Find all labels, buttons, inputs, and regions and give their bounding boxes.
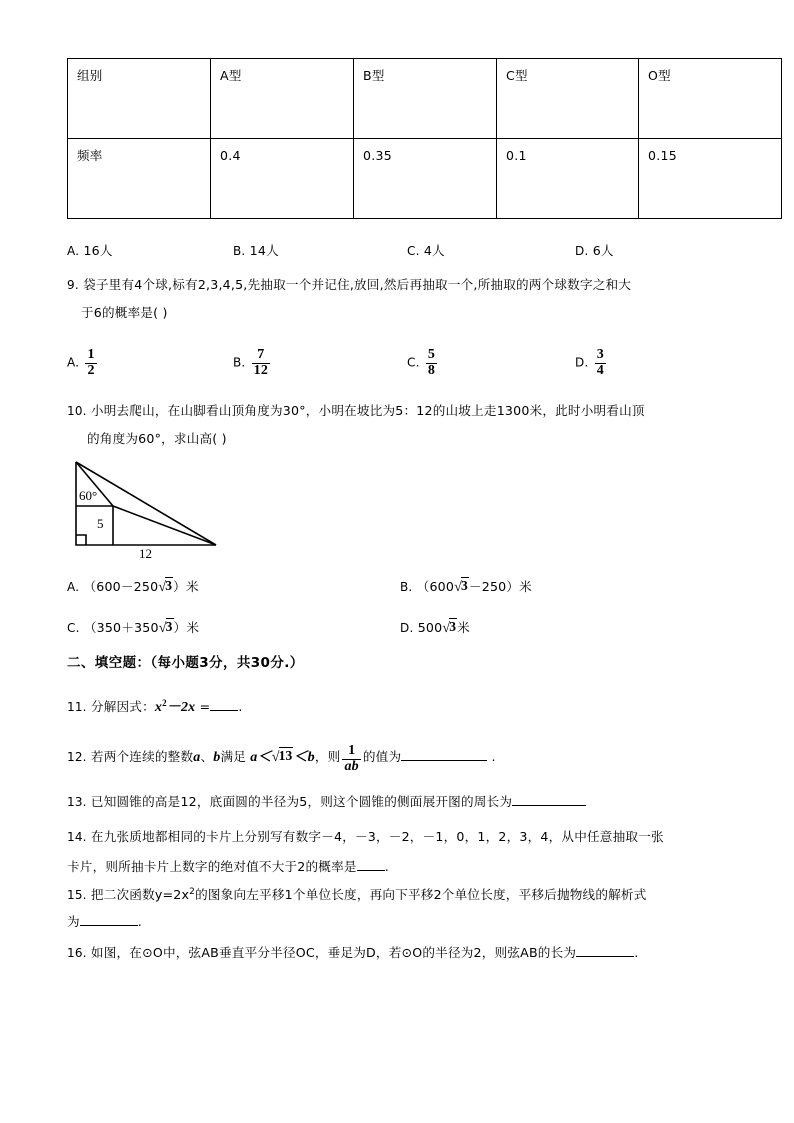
- q12-fraction-numerator: 1: [348, 743, 356, 759]
- q11-expression-base: x: [154, 700, 163, 716]
- table-cell-header-2: B型: [354, 59, 497, 139]
- q10-option-b[interactable]: [400, 576, 532, 596]
- q11-suffix: .: [238, 699, 243, 715]
- q11-line: [67, 690, 243, 721]
- q9-option-b-label: B.: [233, 355, 246, 370]
- q12-radicand: 13: [278, 748, 293, 763]
- q12-radical: √13: [271, 748, 293, 765]
- mountain-slope-diagram: [67, 452, 297, 562]
- q10-option-d-suffix: 米: [457, 620, 470, 635]
- q12-separator: 、: [200, 749, 214, 764]
- q9-option-b-numerator: 7: [257, 347, 265, 362]
- q14-answer-blank[interactable]: [357, 858, 385, 871]
- q9-text-line-2: 于6的概率是( ): [81, 305, 168, 320]
- q11-number: 11.: [67, 700, 87, 715]
- q10-option-a-radicand: 3: [165, 578, 173, 593]
- table-cell-value-0: 0.4: [211, 139, 354, 219]
- table-cell-value-3: 0.15: [639, 139, 782, 219]
- q15-text-line-2-pre: 为: [67, 914, 80, 929]
- q10-option-a-suffix: ）米: [173, 579, 199, 594]
- q11-equals: =: [199, 699, 211, 715]
- q10-option-a[interactable]: [67, 576, 199, 596]
- q9-line-2: [81, 300, 168, 326]
- q16-text: 如图，在⊙O中，弦AB垂直平分半径OC，垂足为D，若⊙O的半径为2，则弦AB的长为: [90, 945, 577, 960]
- q16-number: 16.: [67, 946, 87, 960]
- table-cell-header-4: O型: [639, 59, 782, 139]
- q10-option-b-suffix: －250）米: [468, 579, 532, 594]
- diagram-sight-line-60deg: [113, 506, 216, 545]
- table-cell-header-0: 组别: [68, 59, 211, 139]
- q8-option-c-text: 4人: [423, 243, 445, 258]
- q9-option-c-denominator: 8: [427, 362, 436, 378]
- q10-option-c-radical: √3: [158, 619, 173, 636]
- q9-line-1: [67, 272, 631, 298]
- q8-option-b-label: B.: [233, 244, 246, 258]
- q8-option-a[interactable]: [67, 240, 113, 259]
- q10-text-line-2: 的角度为60°，求山高( ): [87, 431, 227, 446]
- q9-option-d-denominator: 4: [596, 362, 604, 378]
- q9-option-a[interactable]: [67, 348, 99, 378]
- q9-option-d-fraction: [595, 348, 606, 378]
- q14-number: 14.: [67, 830, 87, 844]
- q10-option-d-radicand: 3: [449, 619, 457, 634]
- q10-line-2: [87, 426, 227, 452]
- q8-option-d-label: D.: [575, 244, 589, 258]
- right-angle-marker-icon: [76, 535, 86, 545]
- q8-option-a-text: 16人: [83, 243, 113, 258]
- q9-option-d-label: D.: [575, 355, 589, 370]
- q9-text-line-1: 袋子里有4个球,标有2,3,4,5,先抽取一个并记住,放回,然后再抽取一个,所抽取的两个球数字之和大: [83, 277, 632, 292]
- frequency-table: [67, 58, 782, 219]
- q15-line-2: [67, 909, 142, 935]
- q8-option-c[interactable]: [407, 240, 445, 259]
- q12-part-3: ，则: [314, 749, 341, 764]
- q11-expression-exponent: 2: [162, 698, 167, 708]
- q9-option-d-numerator: 3: [596, 347, 604, 362]
- q10-option-a-prefix: （600－250: [83, 579, 159, 594]
- q13-text: 已知圆锥的高是12，底面圆的半径为5，则这个圆锥的侧面展开图的周长为: [90, 794, 513, 809]
- q12-fraction-denominator: ab: [344, 759, 359, 774]
- q10-option-c-suffix: ）米: [173, 620, 200, 635]
- q11-answer-blank[interactable]: [210, 698, 238, 711]
- q14-line-2: [67, 854, 389, 880]
- q10-option-d-label: D.: [400, 621, 414, 635]
- table-cell-row-label: 频率: [68, 139, 211, 219]
- q10-option-d-radical: √3: [442, 619, 457, 636]
- q12-fraction: [342, 744, 360, 774]
- q8-option-d-text: 6人: [592, 243, 614, 258]
- q14-line-1: [67, 824, 664, 850]
- diagram-angle-label: 60°: [79, 488, 98, 503]
- q12-suffix: .: [491, 749, 496, 764]
- table-cell-header-3: C型: [497, 59, 639, 139]
- q10-option-a-radical: √3: [158, 578, 173, 595]
- q15-answer-blank[interactable]: [80, 913, 138, 926]
- q10-line-1: [67, 398, 645, 424]
- q9-option-a-fraction: [85, 348, 96, 378]
- q15-number: 15.: [67, 888, 87, 903]
- q10-option-b-radical: √3: [454, 578, 468, 595]
- q10-option-b-radicand: 3: [461, 578, 468, 593]
- q11-expression-rest: －2x: [166, 700, 196, 716]
- q8-option-c-label: C.: [407, 244, 420, 258]
- q10-text-line-1: 小明去爬山，在山脚看山顶角度为30°，小明在坡比为5：12的山坡上走1300米，此时小明看山顶: [90, 403, 645, 418]
- q10-number: 10.: [67, 404, 87, 418]
- q9-number: 9.: [67, 278, 79, 292]
- q10-option-a-label: A.: [67, 580, 80, 594]
- q8-option-b-text: 14人: [249, 243, 279, 258]
- q9-option-c-fraction: [426, 348, 437, 378]
- q12-number: 12.: [67, 750, 87, 764]
- q9-option-c[interactable]: [407, 348, 439, 378]
- q15-suffix: .: [137, 914, 143, 929]
- q14-text-line-1: 在九张质地都相同的卡片上分别写有数字－4，－3，－2，－1，0，1，2，3，4，从中任意抽取一张: [90, 829, 664, 844]
- q8-option-a-label: A.: [67, 244, 80, 258]
- q14-text-line-2: 卡片，则所抽卡片上数字的绝对值不大于2的概率是: [67, 859, 357, 874]
- q14-suffix: .: [384, 859, 389, 874]
- table-row-frequency: [68, 139, 782, 219]
- diagram-svg: [67, 452, 297, 562]
- q15-exponent: 2: [189, 887, 196, 897]
- q8-option-b[interactable]: [233, 240, 279, 259]
- q9-option-b-denominator: 12: [253, 362, 269, 378]
- q10-option-d-prefix: 500: [417, 620, 443, 635]
- q9-option-b[interactable]: [233, 348, 272, 378]
- q10-option-b-label: B.: [400, 580, 413, 594]
- q12-answer-blank[interactable]: [401, 748, 487, 761]
- q12-variable-b: b: [213, 750, 221, 765]
- q13-number: 13.: [67, 795, 87, 809]
- q10-option-c-radicand: 3: [165, 619, 173, 634]
- q12-inequality-right: ＜b: [293, 750, 315, 765]
- q12-part-1: 若两个连续的整数: [90, 749, 194, 764]
- q9-option-b-fraction: [252, 348, 270, 378]
- q13-answer-blank[interactable]: [512, 793, 586, 806]
- q9-option-c-label: C.: [407, 355, 420, 370]
- q12-part-4: 的值为: [362, 749, 402, 764]
- q9-option-d[interactable]: [575, 348, 608, 378]
- q12-part-2: 满足: [220, 749, 247, 764]
- table-cell-value-2: 0.1: [497, 139, 639, 219]
- q10-option-c-label: C.: [67, 621, 80, 635]
- q9-option-c-numerator: 5: [427, 347, 436, 362]
- q8-option-d[interactable]: [575, 240, 614, 259]
- table-cell-value-1: 0.35: [354, 139, 497, 219]
- diagram-vertical-label: 5: [97, 516, 104, 531]
- q9-option-a-denominator: 2: [87, 362, 95, 378]
- q13-line: [67, 789, 586, 815]
- q10-option-d[interactable]: [400, 617, 470, 637]
- diagram-horizontal-label: 12: [139, 546, 152, 561]
- table-cell-header-1: A型: [211, 59, 354, 139]
- q9-option-a-numerator: 1: [87, 347, 95, 362]
- q10-option-c-prefix: （350＋350: [83, 620, 159, 635]
- q15-text-line-1-pre: 把二次函数y=2x: [90, 887, 190, 903]
- q10-option-b-prefix: （600: [416, 579, 455, 594]
- q12-variable-a: a: [193, 750, 201, 765]
- q15-text-line-1-post: 的图象向左平移1个单位长度，再向下平移2个单位长度，平移后抛物线的解析式: [195, 887, 647, 903]
- q16-answer-blank[interactable]: [576, 944, 634, 957]
- q16-line: [67, 940, 638, 966]
- q10-option-c[interactable]: [67, 617, 199, 637]
- q11-prefix: 分解因式：: [90, 699, 155, 715]
- q16-suffix: .: [634, 945, 639, 960]
- q15-line-1: [67, 879, 647, 908]
- table-row-header: [68, 59, 782, 139]
- q12-inequality-left: a＜: [250, 750, 272, 765]
- section-2-heading: 二、填空题：（每小题3分，共30分.）: [67, 655, 304, 671]
- q12-line: [67, 744, 496, 775]
- q9-option-a-label: A.: [67, 355, 80, 370]
